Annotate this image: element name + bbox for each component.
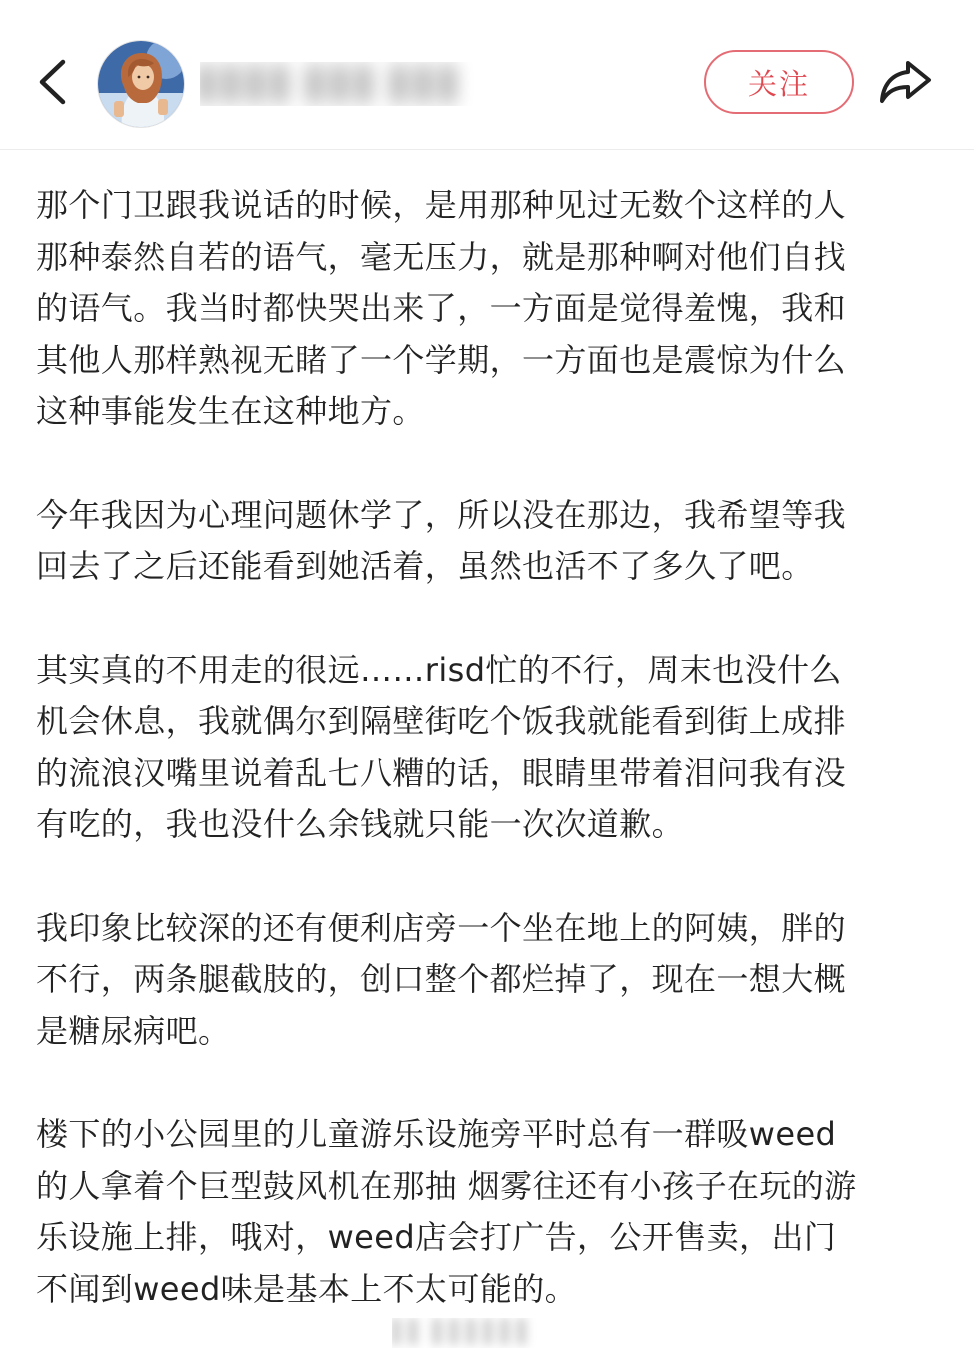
username-blurred [200, 62, 490, 106]
watermark-text: ▌▌ ▌▌▌▌▌▌ [392, 1320, 535, 1345]
username-text: ▌▌▌▌ ▌▌▌ ▌▌▌ [200, 65, 467, 103]
top-bar [0, 0, 974, 150]
back-button[interactable] [28, 52, 76, 112]
post-paragraph: 今年我因为心理问题休学了，所以没在那边，我希望等我 回去了之后还能看到她活着，虽然也活不了多久了吧。 [36, 495, 847, 585]
share-button[interactable] [872, 52, 938, 112]
follow-button[interactable]: 关注 [704, 50, 854, 114]
post-paragraph: 楼下的小公园里的儿童游乐设施旁平时总有一群吸weed 的人拿着个巨型鼓风机在那抽 烟雾往还有小孩子在玩的游 乐设施上排，哦对，weed店会打广告，公开售卖，出门 不闻到weed味是基本上不太可能的。 [36, 1115, 857, 1308]
avatar[interactable] [97, 40, 185, 128]
post-paragraph: 那个门卫跟我说话的时候，是用那种见过无数个这样的人 那种泰然自若的语气，毫无压力，就是那种啊对他们自找 的语气。我当时都快哭出来了，一方面是觉得羞愧，我和 其他人那样熟视无睹了一个学期，一方面也是震惊为什么 这种事能发生在这种地方。 [36, 186, 847, 430]
post-content [36, 180, 942, 1367]
watermark-blurred [392, 1318, 588, 1348]
chevron-left-icon [37, 58, 67, 106]
share-arrow-icon [877, 58, 933, 106]
post-paragraph: 其实真的不用走的很远……risd忙的不行，周末也没什么 机会休息，我就偶尔到隔壁街吃个饭我就能看到街上成排 的流浪汉嘴里说着乱七八糟的话，眼睛里带着泪问我有没 有吃的，我也没什么余钱就只能一次次道歉。 [36, 650, 847, 843]
user-avatar-illustration [98, 41, 185, 128]
post-paragraph: 我印象比较深的还有便利店旁一个坐在地上的阿姨，胖的 不行，两条腿截肢的，创口整个都烂掉了，现在一想大概 是糖尿病吧。 [36, 908, 847, 1050]
